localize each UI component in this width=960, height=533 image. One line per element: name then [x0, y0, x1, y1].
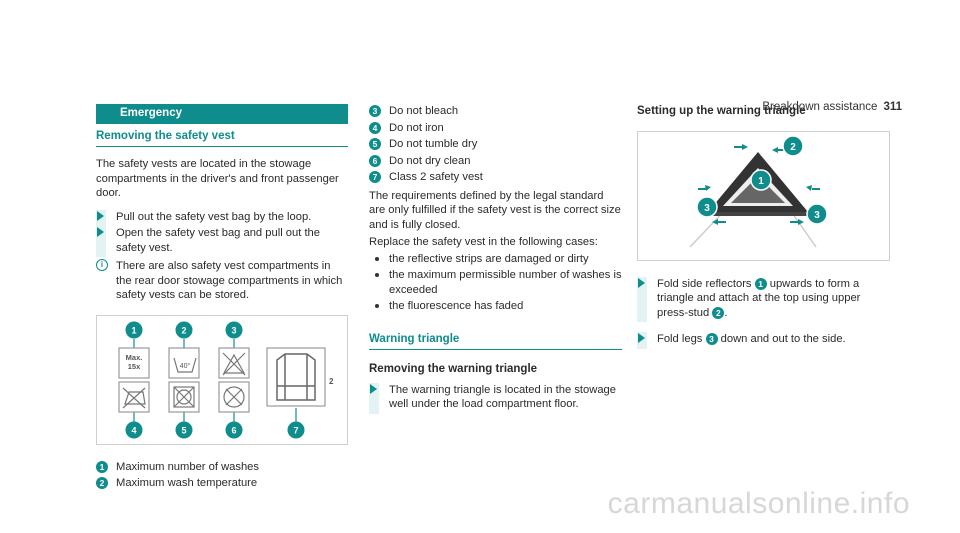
heading-setting-up-triangle: Setting up the warning triangle — [637, 105, 806, 117]
number-badge: 7 — [369, 171, 381, 183]
bullet-item: the maximum permissible number of washes is exceeded — [369, 268, 622, 297]
number-badge: 6 — [369, 155, 381, 167]
legend-item — [369, 121, 622, 136]
legend-list-1 — [96, 460, 348, 491]
arrow-icon — [638, 278, 645, 288]
care-label-figure — [96, 315, 348, 445]
warning-triangle-illustration — [638, 132, 889, 260]
callout-7: 7 — [293, 425, 299, 435]
number-badge: 2 — [712, 307, 724, 319]
number-badge: 3 — [369, 105, 381, 117]
bullet-item: the reflective strips are damaged or dirty — [369, 252, 622, 267]
heading-removing-vest: Removing the safety vest — [96, 129, 348, 148]
legend-item — [96, 460, 348, 475]
step-text: Fold legs — [657, 333, 703, 345]
arrow-icon — [97, 227, 104, 237]
page-number: 311 — [883, 101, 902, 113]
step-text: . — [724, 306, 728, 319]
note-text: There are also safety vest compartments in the rear door stowage compartments in which safety vests can be stored. — [116, 260, 343, 301]
legend-text: Do not tumble dry — [389, 138, 478, 150]
number-badge: 4 — [369, 122, 381, 134]
step-1 — [96, 210, 348, 225]
number-badge: 2 — [96, 477, 108, 489]
callout-1: 1 — [131, 325, 137, 335]
number-badge: 1 — [755, 278, 767, 290]
legend-text: Class 2 safety vest — [389, 171, 483, 183]
callout-3-left: 3 — [704, 202, 710, 214]
step-text: down and out to the side. — [720, 333, 846, 345]
warning-triangle-figure — [637, 131, 890, 261]
step-text: Open the safety vest bag and pull out the safety vest. — [116, 227, 321, 254]
number-badge: 3 — [706, 333, 718, 345]
requirements-paragraph: The requirements defined by the legal standard are only fulfilled if the safety vest is the correct size and is fully closed. — [369, 189, 621, 231]
note — [96, 259, 348, 303]
legend-item — [369, 170, 622, 185]
step-text: Pull out the safety vest bag by the loop. — [116, 210, 312, 223]
step-text: The warning triangle is located in the stowage well under the load compartment floor. — [389, 383, 616, 410]
column-3 — [637, 104, 890, 349]
temperature-label: 40° — [179, 362, 191, 370]
callout-5: 5 — [181, 425, 187, 435]
intro-paragraph: The safety vests are located in the stowage compartments in the driver's and front passenger door. — [96, 158, 339, 199]
class-label: 2 — [329, 376, 334, 386]
arrow-icon — [638, 333, 645, 343]
step-fold-legs — [637, 332, 890, 347]
number-badge: 5 — [369, 138, 381, 150]
subheading-removing-triangle: Removing the warning triangle — [369, 363, 538, 375]
arrow-icon — [370, 384, 377, 394]
info-icon: i — [96, 259, 108, 271]
step-2 — [96, 226, 348, 255]
legend-item — [369, 137, 622, 152]
callout-2: 2 — [790, 141, 796, 153]
section-title: Breakdown assistance — [762, 101, 878, 113]
replace-paragraph: Replace the safety vest in the following cases: — [369, 236, 598, 248]
legend-text: Maximum number of washes — [116, 460, 260, 473]
callout-2: 2 — [181, 325, 187, 335]
watermark: carmanualsonline.info — [607, 487, 910, 520]
setup-steps — [637, 277, 890, 347]
legend-item — [369, 154, 622, 169]
legend-item — [369, 104, 622, 119]
wash-count-label: 15x — [127, 361, 141, 371]
number-badge: 1 — [96, 461, 108, 473]
arrow-icon — [97, 211, 104, 221]
section-band: Emergency — [96, 104, 348, 124]
callout-3: 3 — [231, 325, 237, 335]
heading-warning-triangle: Warning triangle — [369, 332, 622, 351]
legend-text: Do not dry clean — [389, 154, 471, 167]
step-text: Fold side reflectors — [657, 277, 752, 290]
legend-list-2 — [369, 104, 622, 185]
callout-1: 1 — [758, 175, 764, 187]
legend-text: Do not iron — [389, 121, 444, 134]
legend-item — [96, 476, 348, 491]
care-symbols-illustration — [97, 316, 347, 444]
callout-6: 6 — [231, 425, 237, 435]
step-fold-reflectors — [637, 277, 890, 321]
legend-text: Do not bleach — [389, 105, 459, 117]
step-remove-triangle — [369, 383, 622, 412]
callout-4: 4 — [131, 425, 137, 435]
bullet-item: the fluorescence has faded — [369, 299, 622, 314]
max-label: Max. — [125, 352, 143, 362]
column-2 — [369, 104, 622, 414]
step-text: upwards to form a triangle and attach at the top using upper press-stud — [657, 277, 861, 319]
callout-3-right: 3 — [814, 209, 820, 221]
legend-text: Maximum wash temperature — [116, 477, 258, 489]
column-1 — [96, 104, 348, 493]
